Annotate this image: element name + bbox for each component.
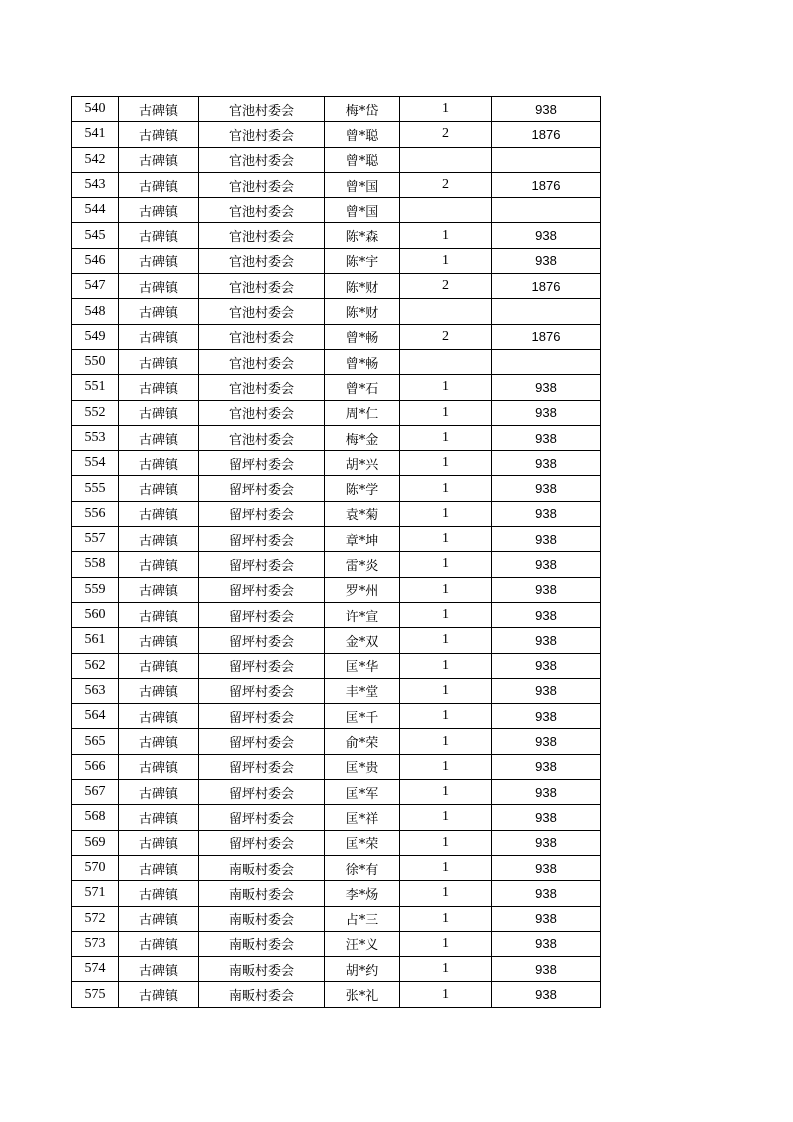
town-cell: 古碑镇 <box>119 198 199 223</box>
row-number-cell: 564 <box>72 704 119 729</box>
person-name-cell: 匡*祥 <box>325 805 400 830</box>
table-row <box>72 198 601 223</box>
table-row <box>72 122 601 147</box>
count-cell: 1 <box>400 957 492 982</box>
amount-cell: 938 <box>492 653 601 678</box>
person-name-cell: 曾*国 <box>325 198 400 223</box>
table-row <box>72 299 601 324</box>
town-cell: 古碑镇 <box>119 400 199 425</box>
row-number-cell: 575 <box>72 982 119 1007</box>
amount-cell: 938 <box>492 982 601 1007</box>
village-cell: 留坪村委会 <box>199 729 325 754</box>
row-number-cell: 543 <box>72 172 119 197</box>
count-cell: 1 <box>400 577 492 602</box>
village-cell: 留坪村委会 <box>199 754 325 779</box>
amount-cell: 1876 <box>492 122 601 147</box>
village-cell: 留坪村委会 <box>199 451 325 476</box>
row-number-cell: 550 <box>72 349 119 374</box>
town-cell: 古碑镇 <box>119 653 199 678</box>
row-number-cell: 571 <box>72 881 119 906</box>
person-name-cell: 汪*义 <box>325 931 400 956</box>
table-row <box>72 451 601 476</box>
count-cell: 1 <box>400 906 492 931</box>
person-name-cell: 胡*约 <box>325 957 400 982</box>
table-row <box>72 805 601 830</box>
person-name-cell: 梅*岱 <box>325 97 400 122</box>
amount-cell: 938 <box>492 602 601 627</box>
amount-cell: 938 <box>492 628 601 653</box>
table-row <box>72 552 601 577</box>
town-cell: 古碑镇 <box>119 248 199 273</box>
table-row <box>72 248 601 273</box>
table-row <box>72 982 601 1007</box>
count-cell: 1 <box>400 982 492 1007</box>
person-name-cell: 陈*财 <box>325 274 400 299</box>
row-number-cell: 545 <box>72 223 119 248</box>
table-row <box>72 349 601 374</box>
village-cell: 留坪村委会 <box>199 527 325 552</box>
table-row <box>72 881 601 906</box>
table-row <box>72 830 601 855</box>
person-name-cell: 袁*菊 <box>325 501 400 526</box>
amount-cell: 938 <box>492 754 601 779</box>
row-number-cell: 556 <box>72 501 119 526</box>
person-name-cell: 张*礼 <box>325 982 400 1007</box>
person-name-cell: 梅*金 <box>325 425 400 450</box>
person-name-cell: 徐*有 <box>325 855 400 880</box>
table-row <box>72 425 601 450</box>
count-cell: 1 <box>400 400 492 425</box>
row-number-cell: 565 <box>72 729 119 754</box>
person-name-cell: 陈*宇 <box>325 248 400 273</box>
village-cell: 留坪村委会 <box>199 577 325 602</box>
count-cell: 1 <box>400 425 492 450</box>
person-name-cell: 匡*军 <box>325 780 400 805</box>
village-cell: 官池村委会 <box>199 324 325 349</box>
town-cell: 古碑镇 <box>119 577 199 602</box>
town-cell: 古碑镇 <box>119 97 199 122</box>
row-number-cell: 560 <box>72 602 119 627</box>
amount-cell: 938 <box>492 729 601 754</box>
amount-cell: 1876 <box>492 172 601 197</box>
village-cell: 南畈村委会 <box>199 906 325 931</box>
row-number-cell: 553 <box>72 425 119 450</box>
village-cell: 留坪村委会 <box>199 830 325 855</box>
amount-cell: 938 <box>492 223 601 248</box>
count-cell <box>400 147 492 172</box>
table-row <box>72 501 601 526</box>
amount-cell: 938 <box>492 704 601 729</box>
count-cell: 1 <box>400 223 492 248</box>
count-cell: 1 <box>400 248 492 273</box>
amount-cell: 938 <box>492 805 601 830</box>
town-cell: 古碑镇 <box>119 324 199 349</box>
table-row <box>72 527 601 552</box>
row-number-cell: 559 <box>72 577 119 602</box>
village-cell: 南畈村委会 <box>199 957 325 982</box>
row-number-cell: 548 <box>72 299 119 324</box>
amount-cell: 938 <box>492 400 601 425</box>
town-cell: 古碑镇 <box>119 855 199 880</box>
person-name-cell: 陈*学 <box>325 476 400 501</box>
table-row <box>72 172 601 197</box>
amount-cell: 938 <box>492 931 601 956</box>
amount-cell: 938 <box>492 577 601 602</box>
village-cell: 南畈村委会 <box>199 931 325 956</box>
amount-cell: 938 <box>492 906 601 931</box>
amount-cell <box>492 299 601 324</box>
count-cell <box>400 299 492 324</box>
table-row <box>72 223 601 248</box>
town-cell: 古碑镇 <box>119 527 199 552</box>
table-row <box>72 97 601 122</box>
town-cell: 古碑镇 <box>119 957 199 982</box>
row-number-cell: 544 <box>72 198 119 223</box>
person-name-cell: 陈*财 <box>325 299 400 324</box>
row-number-cell: 542 <box>72 147 119 172</box>
person-name-cell: 胡*兴 <box>325 451 400 476</box>
village-cell: 官池村委会 <box>199 198 325 223</box>
town-cell: 古碑镇 <box>119 147 199 172</box>
town-cell: 古碑镇 <box>119 628 199 653</box>
count-cell: 2 <box>400 122 492 147</box>
town-cell: 古碑镇 <box>119 881 199 906</box>
row-number-cell: 549 <box>72 324 119 349</box>
count-cell: 2 <box>400 274 492 299</box>
table-row <box>72 754 601 779</box>
person-name-cell: 匡*华 <box>325 653 400 678</box>
village-cell: 留坪村委会 <box>199 628 325 653</box>
person-name-cell: 曾*聪 <box>325 147 400 172</box>
table-row <box>72 577 601 602</box>
amount-cell <box>492 198 601 223</box>
person-name-cell: 章*坤 <box>325 527 400 552</box>
town-cell: 古碑镇 <box>119 678 199 703</box>
town-cell: 古碑镇 <box>119 704 199 729</box>
person-name-cell: 丰*堂 <box>325 678 400 703</box>
village-cell: 官池村委会 <box>199 425 325 450</box>
village-cell: 官池村委会 <box>199 97 325 122</box>
town-cell: 古碑镇 <box>119 451 199 476</box>
person-name-cell: 匡*荣 <box>325 830 400 855</box>
person-name-cell: 金*双 <box>325 628 400 653</box>
row-number-cell: 541 <box>72 122 119 147</box>
count-cell: 1 <box>400 653 492 678</box>
row-number-cell: 570 <box>72 855 119 880</box>
village-cell: 官池村委会 <box>199 349 325 374</box>
row-number-cell: 572 <box>72 906 119 931</box>
person-name-cell: 曾*聪 <box>325 122 400 147</box>
person-name-cell: 曾*国 <box>325 172 400 197</box>
row-number-cell: 561 <box>72 628 119 653</box>
table-row <box>72 375 601 400</box>
row-number-cell: 547 <box>72 274 119 299</box>
town-cell: 古碑镇 <box>119 122 199 147</box>
village-cell: 南畈村委会 <box>199 855 325 880</box>
row-number-cell: 574 <box>72 957 119 982</box>
row-number-cell: 554 <box>72 451 119 476</box>
row-number-cell: 563 <box>72 678 119 703</box>
count-cell: 1 <box>400 855 492 880</box>
village-cell: 官池村委会 <box>199 172 325 197</box>
person-name-cell: 匡*千 <box>325 704 400 729</box>
person-name-cell: 陈*森 <box>325 223 400 248</box>
count-cell: 1 <box>400 754 492 779</box>
village-cell: 留坪村委会 <box>199 501 325 526</box>
village-cell: 官池村委会 <box>199 248 325 273</box>
table-row <box>72 931 601 956</box>
count-cell: 1 <box>400 628 492 653</box>
amount-cell: 938 <box>492 881 601 906</box>
village-cell: 官池村委会 <box>199 147 325 172</box>
row-number-cell: 567 <box>72 780 119 805</box>
amount-cell: 938 <box>492 248 601 273</box>
row-number-cell: 562 <box>72 653 119 678</box>
amount-cell: 938 <box>492 97 601 122</box>
town-cell: 古碑镇 <box>119 729 199 754</box>
village-cell: 留坪村委会 <box>199 704 325 729</box>
count-cell: 2 <box>400 324 492 349</box>
count-cell: 1 <box>400 527 492 552</box>
table-row <box>72 400 601 425</box>
count-cell <box>400 349 492 374</box>
village-cell: 官池村委会 <box>199 299 325 324</box>
amount-cell <box>492 349 601 374</box>
town-cell: 古碑镇 <box>119 754 199 779</box>
table-row <box>72 906 601 931</box>
village-cell: 官池村委会 <box>199 274 325 299</box>
town-cell: 古碑镇 <box>119 223 199 248</box>
count-cell: 1 <box>400 501 492 526</box>
amount-cell: 938 <box>492 527 601 552</box>
town-cell: 古碑镇 <box>119 602 199 627</box>
count-cell: 1 <box>400 830 492 855</box>
table-row <box>72 704 601 729</box>
table-row <box>72 324 601 349</box>
amount-cell: 938 <box>492 780 601 805</box>
roster-table <box>71 96 601 1008</box>
count-cell: 1 <box>400 375 492 400</box>
amount-cell: 1876 <box>492 324 601 349</box>
amount-cell: 938 <box>492 957 601 982</box>
town-cell: 古碑镇 <box>119 552 199 577</box>
amount-cell <box>492 147 601 172</box>
amount-cell: 938 <box>492 451 601 476</box>
table-row <box>72 729 601 754</box>
village-cell: 南畈村委会 <box>199 982 325 1007</box>
count-cell: 1 <box>400 97 492 122</box>
count-cell: 1 <box>400 729 492 754</box>
town-cell: 古碑镇 <box>119 274 199 299</box>
count-cell: 1 <box>400 451 492 476</box>
count-cell: 1 <box>400 704 492 729</box>
count-cell <box>400 198 492 223</box>
village-cell: 留坪村委会 <box>199 476 325 501</box>
village-cell: 留坪村委会 <box>199 805 325 830</box>
town-cell: 古碑镇 <box>119 172 199 197</box>
table-row <box>72 780 601 805</box>
count-cell: 1 <box>400 931 492 956</box>
amount-cell: 938 <box>492 476 601 501</box>
row-number-cell: 546 <box>72 248 119 273</box>
amount-cell: 938 <box>492 552 601 577</box>
row-number-cell: 569 <box>72 830 119 855</box>
town-cell: 古碑镇 <box>119 931 199 956</box>
row-number-cell: 557 <box>72 527 119 552</box>
count-cell: 1 <box>400 678 492 703</box>
town-cell: 古碑镇 <box>119 375 199 400</box>
table-row <box>72 957 601 982</box>
count-cell: 1 <box>400 780 492 805</box>
count-cell: 1 <box>400 602 492 627</box>
person-name-cell: 匡*贵 <box>325 754 400 779</box>
village-cell: 官池村委会 <box>199 375 325 400</box>
town-cell: 古碑镇 <box>119 805 199 830</box>
table-row <box>72 476 601 501</box>
amount-cell: 1876 <box>492 274 601 299</box>
person-name-cell: 俞*荣 <box>325 729 400 754</box>
amount-cell: 938 <box>492 425 601 450</box>
row-number-cell: 573 <box>72 931 119 956</box>
table-row <box>72 147 601 172</box>
village-cell: 官池村委会 <box>199 122 325 147</box>
town-cell: 古碑镇 <box>119 830 199 855</box>
table-row <box>72 628 601 653</box>
person-name-cell: 周*仁 <box>325 400 400 425</box>
table-row <box>72 653 601 678</box>
village-cell: 留坪村委会 <box>199 678 325 703</box>
count-cell: 1 <box>400 805 492 830</box>
town-cell: 古碑镇 <box>119 501 199 526</box>
row-number-cell: 540 <box>72 97 119 122</box>
village-cell: 留坪村委会 <box>199 653 325 678</box>
town-cell: 古碑镇 <box>119 982 199 1007</box>
amount-cell: 938 <box>492 855 601 880</box>
village-cell: 南畈村委会 <box>199 881 325 906</box>
amount-cell: 938 <box>492 375 601 400</box>
town-cell: 古碑镇 <box>119 780 199 805</box>
table-row <box>72 602 601 627</box>
town-cell: 古碑镇 <box>119 299 199 324</box>
village-cell: 官池村委会 <box>199 400 325 425</box>
person-name-cell: 罗*州 <box>325 577 400 602</box>
town-cell: 古碑镇 <box>119 906 199 931</box>
person-name-cell: 许*宣 <box>325 602 400 627</box>
person-name-cell: 曾*畅 <box>325 349 400 374</box>
amount-cell: 938 <box>492 830 601 855</box>
count-cell: 1 <box>400 476 492 501</box>
village-cell: 官池村委会 <box>199 223 325 248</box>
table-body <box>72 97 601 1008</box>
row-number-cell: 568 <box>72 805 119 830</box>
table-row <box>72 678 601 703</box>
row-number-cell: 558 <box>72 552 119 577</box>
person-name-cell: 雷*炎 <box>325 552 400 577</box>
person-name-cell: 曾*石 <box>325 375 400 400</box>
village-cell: 留坪村委会 <box>199 602 325 627</box>
row-number-cell: 566 <box>72 754 119 779</box>
person-name-cell: 曾*畅 <box>325 324 400 349</box>
amount-cell: 938 <box>492 678 601 703</box>
row-number-cell: 552 <box>72 400 119 425</box>
row-number-cell: 551 <box>72 375 119 400</box>
village-cell: 留坪村委会 <box>199 780 325 805</box>
town-cell: 古碑镇 <box>119 476 199 501</box>
table-row <box>72 855 601 880</box>
count-cell: 1 <box>400 881 492 906</box>
row-number-cell: 555 <box>72 476 119 501</box>
table-row <box>72 274 601 299</box>
person-name-cell: 占*三 <box>325 906 400 931</box>
count-cell: 2 <box>400 172 492 197</box>
town-cell: 古碑镇 <box>119 425 199 450</box>
village-cell: 留坪村委会 <box>199 552 325 577</box>
town-cell: 古碑镇 <box>119 349 199 374</box>
person-name-cell: 李*炀 <box>325 881 400 906</box>
count-cell: 1 <box>400 552 492 577</box>
amount-cell: 938 <box>492 501 601 526</box>
